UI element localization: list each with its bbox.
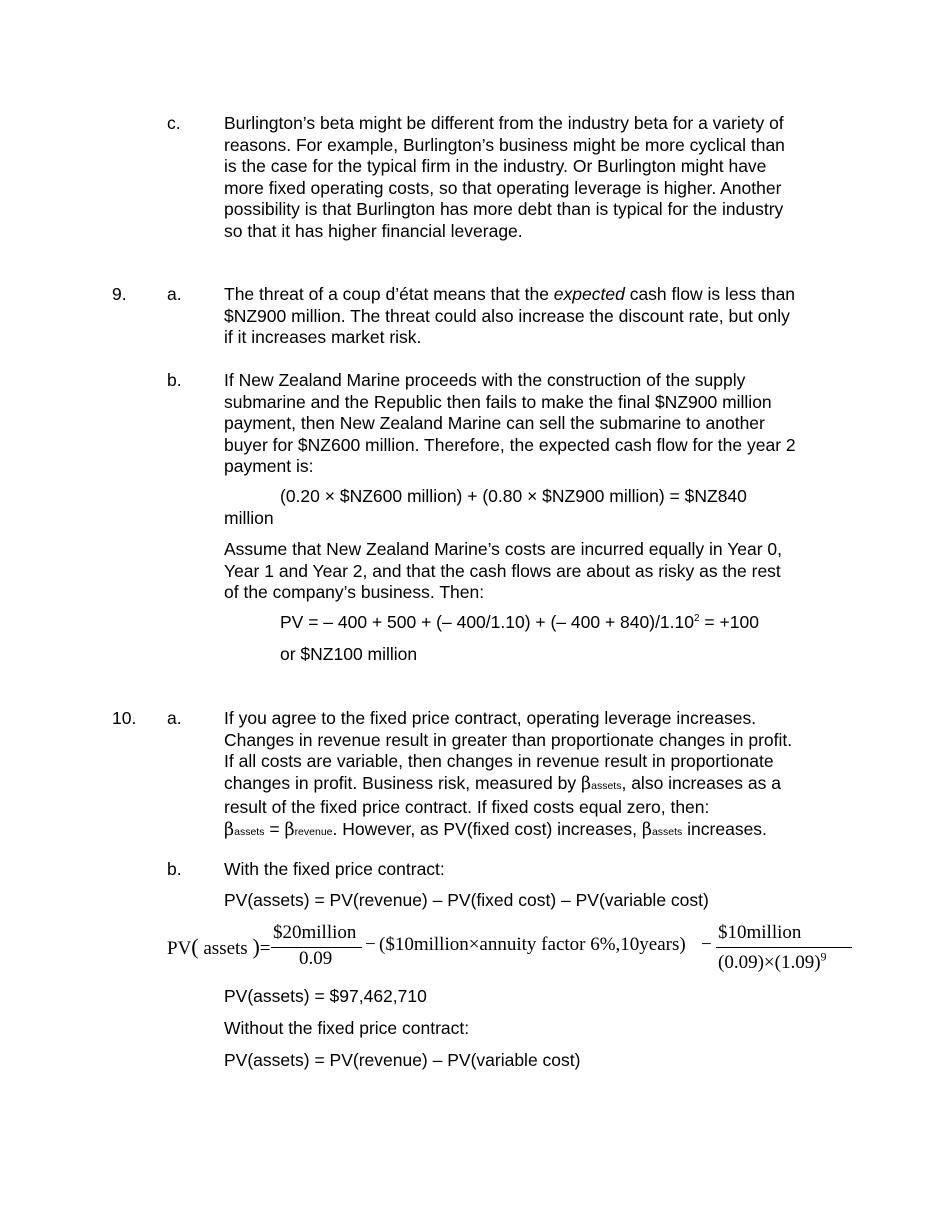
- q10b-with-text: With the fixed price contract:: [224, 859, 445, 879]
- q10a-line6: [224, 819, 864, 844]
- q9a-line3: if it increases market risk.: [224, 327, 422, 347]
- q9a-line1-pre: The threat of a coup d’état means that the: [224, 284, 554, 304]
- q9b-pv-post: = +100: [699, 612, 759, 632]
- eq-den2-exponent: 9: [820, 949, 827, 964]
- item-c-text: [224, 113, 864, 242]
- q10a-line4: [224, 773, 864, 798]
- q9a-line1-post: cash flow is less than: [624, 284, 796, 304]
- eq-paren-close: ): [252, 934, 260, 959]
- q10b-pv-value: PV(assets) = $97,462,710: [224, 986, 427, 1006]
- eq-numerator-1: $20million: [273, 922, 357, 943]
- eq-denominator-2: [718, 949, 827, 974]
- item-c-line: possibility is that Burlington has more debt than is typical for the industry: [224, 199, 784, 219]
- q10a-line6-post: increases.: [682, 818, 767, 839]
- q10b-pv-formula: PV(assets) = PV(revenue) – PV(fixed cost) – PV(variable cost): [224, 890, 709, 910]
- item-c-line: is the case for the typical firm in the industry. Or Burlington might have: [224, 156, 767, 176]
- beta-symbol: β: [284, 819, 295, 840]
- eq-lhs-arg: assets: [198, 938, 253, 959]
- beta-subscript-assets: assets: [591, 779, 622, 792]
- q9b-assume-line: Assume that New Zealand Marine’s costs are incurred equally in Year 0,: [224, 539, 783, 559]
- eq-lhs-pv: PV: [167, 938, 192, 959]
- q9b-pv-equation: [280, 612, 759, 634]
- q10b-label: b.: [167, 859, 182, 879]
- q9b-line: payment, then New Zealand Marine can sell the submarine to another: [224, 413, 765, 433]
- beta-symbol: β: [224, 819, 235, 840]
- q10a-line4-post: , also increases as a: [621, 772, 781, 793]
- item-c-line: more fixed operating costs, so that operating leverage is higher. Another: [224, 177, 782, 198]
- q10a-line4-pre: changes in profit. Business risk, measured by: [224, 772, 581, 793]
- eq-lhs: [167, 934, 271, 960]
- q10b-pv-formula2: PV(assets) = PV(revenue) – PV(variable cost): [224, 1050, 581, 1070]
- eq-annuity-term: ($10million×annuity factor 6%,10years): [379, 934, 686, 955]
- q9b-line: If New Zealand Marine proceeds with the construction of the supply: [224, 370, 746, 390]
- q10a-line: If you agree to the fixed price contract, operating leverage increases.: [224, 708, 757, 728]
- eq-numerator-2: $10million: [718, 922, 802, 943]
- q10a-label: a.: [167, 708, 182, 728]
- item-c-line: Burlington’s beta might be different from the industry beta for a variety of: [224, 113, 784, 133]
- q10a-line: If all costs are variable, then changes in revenue result in proportionate: [224, 751, 774, 771]
- q9b-text: [224, 370, 864, 478]
- beta-subscript-revenue: revenue: [294, 825, 333, 838]
- eq-minus-2: −: [701, 934, 712, 955]
- item-c-label: c.: [167, 113, 181, 133]
- q9b-label: b.: [167, 370, 182, 390]
- beta-subscript-assets: assets: [651, 825, 683, 838]
- beta-subscript-assets: assets: [234, 825, 265, 838]
- q9b-assume-line: Year 1 and Year 2, and that the cash flows are about as risky as the rest: [224, 560, 781, 581]
- q9a-line2: $NZ900 million. The threat could also increase the discount rate, but only: [224, 305, 790, 326]
- q9b-calc-line2: million: [224, 508, 274, 528]
- q9-number: 9.: [112, 284, 127, 304]
- q9b-assume-text: [224, 539, 864, 604]
- pv-assets-equation: [167, 918, 867, 982]
- q9a-text: [224, 284, 864, 349]
- q10b-without-text: Without the fixed price contract:: [224, 1018, 470, 1038]
- eq-denominator-1: 0.09: [299, 948, 333, 969]
- q10a-line6-mid: . However, as PV(fixed cost) increases,: [332, 818, 642, 839]
- q10a-line: Changes in revenue result in greater than proportionate changes in profit.: [224, 729, 793, 750]
- q10a-line5: result of the fixed price contract. If fixed costs equal zero, then:: [224, 797, 710, 817]
- q9a-line1: [224, 284, 864, 306]
- q10a-line6-equals: =: [264, 818, 285, 839]
- q9a-emphasis: expected: [553, 284, 625, 304]
- eq-paren-open: (: [191, 934, 199, 959]
- q10a-text: [224, 708, 864, 843]
- beta-symbol: β: [641, 819, 652, 840]
- q9b-pv-exponent: 2: [694, 613, 700, 625]
- q9b-line: buyer for $NZ600 million. Therefore, the expected cash flow for the year 2: [224, 434, 796, 455]
- q9a-label: a.: [167, 284, 182, 304]
- eq-den2-base: (0.09)×(1.09): [718, 952, 821, 973]
- beta-symbol: β: [580, 773, 592, 794]
- q9b-line: payment is:: [224, 456, 314, 476]
- q9b-pv-result: or $NZ100 million: [280, 644, 418, 664]
- eq-minus-1: −: [365, 934, 376, 955]
- q9b-calc-line1: (0.20 × $NZ600 million) + (0.80 × $NZ900 million) = $NZ840: [280, 486, 747, 506]
- q10-number: 10.: [112, 708, 137, 728]
- item-c-line: so that it has higher financial leverage.: [224, 220, 523, 241]
- q9b-assume-line: of the company’s business. Then:: [224, 582, 485, 602]
- item-c-line: reasons. For example, Burlington’s business might be more cyclical than: [224, 134, 785, 155]
- q9b-line: submarine and the Republic then fails to make the final $NZ900 million: [224, 391, 772, 412]
- eq-equals: =: [259, 938, 271, 959]
- q9b-pv-pre: PV = – 400 + 500 + (– 400/1.10) + (– 400 + 840)/1.10: [280, 612, 694, 632]
- eq-fraction-bar-2: [716, 947, 852, 948]
